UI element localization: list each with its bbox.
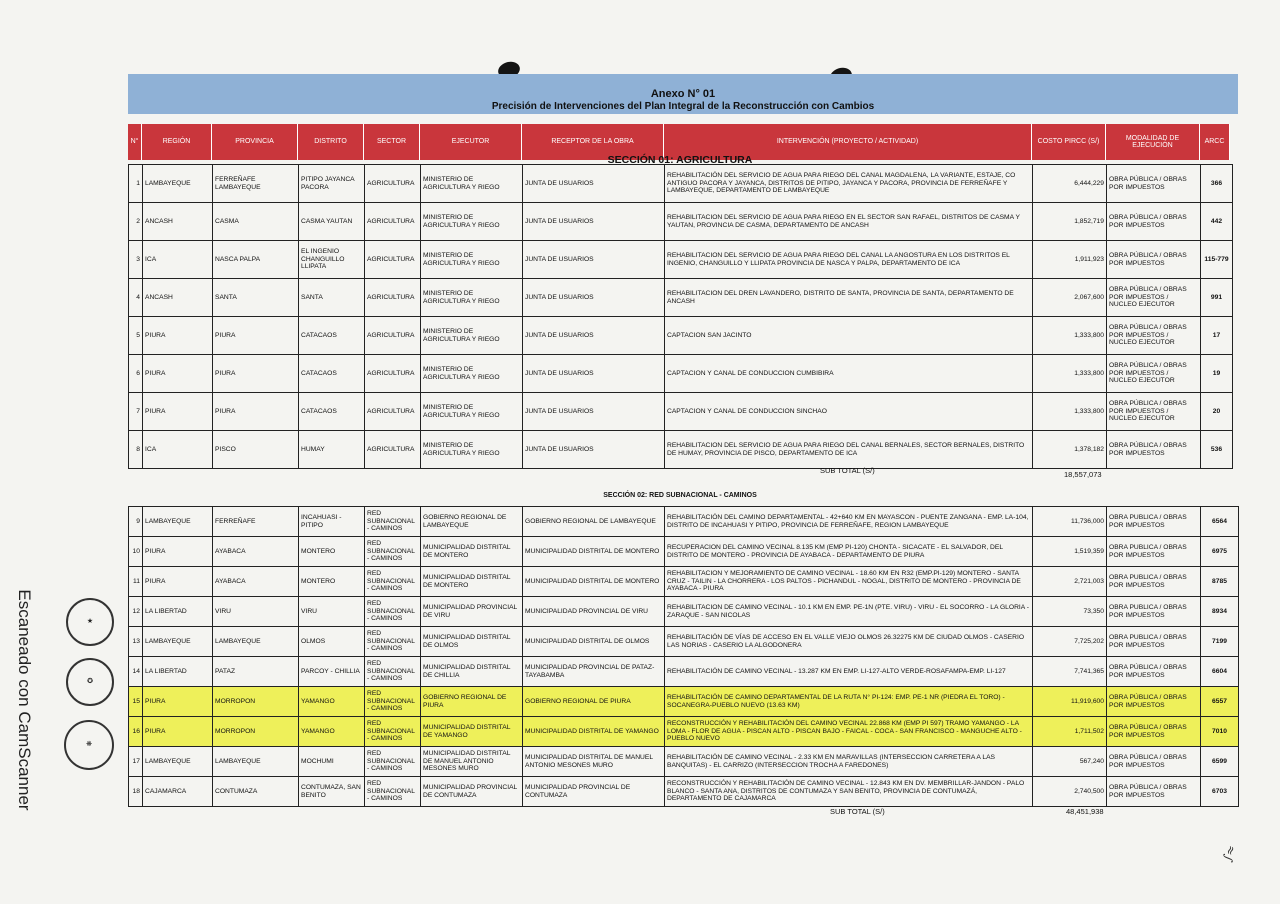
intervencion-cell: REHABILITACION DEL SERVICIO DE AGUA PARA RIEGO DEL CANAL LA ANGOSTURA EN LOS DISTRITOS EL INGENIO, CHANGUILLO Y LLIPATA PROVINCIA DE NASCA Y PALPA, DEPARTAMENTO DE ICA bbox=[665, 241, 1033, 279]
region-cell: LA LIBERTAD bbox=[143, 597, 213, 627]
row-number: 9 bbox=[129, 507, 143, 537]
receptor-cell: MUNICIPALIDAD DISTRITAL DE MONTERO bbox=[523, 537, 665, 567]
intervencion-cell: REHABILITACIÓN DEL SERVICIO DE AGUA PARA RIEGO DEL CANAL MAGDALENA, LA VARIANTE, ESTAJE, CO ANTIGUO PACORA Y JAYANCA, DISTRITOS DE PITIPO, JAYANCA Y PACORA, PROVINCIA DE FERREÑAFE Y LAMBAYEQUE, DEPARTAMENTO DE LAMBAYEQUE bbox=[665, 165, 1033, 203]
arcc-cell: 8934 bbox=[1201, 597, 1239, 627]
arcc-cell: 6564 bbox=[1201, 507, 1239, 537]
provincia-cell: CONTUMAZA bbox=[213, 777, 299, 807]
annex-banner bbox=[128, 74, 1238, 114]
costo-cell: 11,919,600 bbox=[1033, 687, 1107, 717]
col-header: N° bbox=[128, 124, 142, 160]
modalidad-cell: OBRA PÚBLICA / OBRAS POR IMPUESTOS bbox=[1107, 777, 1201, 807]
distrito-cell: PITIPO JAYANCA PACORA bbox=[299, 165, 365, 203]
receptor-cell: JUNTA DE USUARIOS bbox=[523, 279, 665, 317]
provincia-cell: AYABACA bbox=[213, 567, 299, 597]
costo-cell: 1,333,800 bbox=[1033, 393, 1107, 431]
modalidad-cell: OBRA PÚBLICA / OBRAS POR IMPUESTOS bbox=[1107, 165, 1201, 203]
costo-cell: 11,736,000 bbox=[1033, 507, 1107, 537]
provincia-cell: FERREÑAFE LAMBAYEQUE bbox=[213, 165, 299, 203]
sector-cell: AGRICULTURA bbox=[365, 165, 421, 203]
distrito-cell: VIRU bbox=[299, 597, 365, 627]
sector-cell: RED SUBNACIONAL - CAMINOS bbox=[365, 567, 421, 597]
row-number: 2 bbox=[129, 203, 143, 241]
ejecutor-cell: MINISTERIO DE AGRICULTURA Y RIEGO bbox=[421, 241, 523, 279]
modalidad-cell: OBRA PUBLICA / OBRAS POR IMPUESTOS bbox=[1107, 567, 1201, 597]
ejecutor-cell: MUNICIPALIDAD DISTRITAL DE MONTERO bbox=[421, 537, 523, 567]
costo-cell: 1,378,182 bbox=[1033, 431, 1107, 469]
region-cell: LA LIBERTAD bbox=[143, 657, 213, 687]
ejecutor-cell: MUNICIPALIDAD PROVINCIAL DE CONTUMAZA bbox=[421, 777, 523, 807]
costo-cell: 2,721,003 bbox=[1033, 567, 1107, 597]
ejecutor-cell: MINISTERIO DE AGRICULTURA Y RIEGO bbox=[421, 355, 523, 393]
sector-cell: RED SUBNACIONAL - CAMINOS bbox=[365, 687, 421, 717]
distrito-cell: MONTERO bbox=[299, 537, 365, 567]
arcc-cell: 20 bbox=[1201, 393, 1233, 431]
row-number: 4 bbox=[129, 279, 143, 317]
row-number: 10 bbox=[129, 537, 143, 567]
intervencion-cell: REHABILITACION Y MEJORAMIENTO DE CAMINO VECINAL - 18.60 KM EN R32 (EMP.PI-129) MONTERO - SANTA CRUZ - TAILIN - LA CHORRERA - LOS PALTOS - PICHANDUL - NOGAL, DISTRITO DE MONTERO - PROVINCIA DE AYABACA - PIURA bbox=[665, 567, 1033, 597]
table-row bbox=[129, 507, 1239, 537]
modalidad-cell: OBRA PÚBLICA / OBRAS POR IMPUESTOS bbox=[1107, 717, 1201, 747]
region-cell: PIURA bbox=[143, 717, 213, 747]
modalidad-cell: OBRA PUBLICA / OBRAS POR IMPUESTOS bbox=[1107, 507, 1201, 537]
row-number: 8 bbox=[129, 431, 143, 469]
costo-cell: 7,725,202 bbox=[1033, 627, 1107, 657]
section-1-subtotal-value: 18,557,073 bbox=[1064, 470, 1102, 479]
arcc-cell: 17 bbox=[1201, 317, 1233, 355]
intervencion-cell: REHABILITACION DEL DREN LAVANDERO, DISTRITO DE SANTA, PROVINCIA DE SANTA, DEPARTAMENTO DE ANCASH bbox=[665, 279, 1033, 317]
region-cell: LAMBAYEQUE bbox=[143, 627, 213, 657]
annex-title: Anexo N° 01 bbox=[650, 88, 716, 100]
ejecutor-cell: MINISTERIO DE AGRICULTURA Y RIEGO bbox=[421, 203, 523, 241]
distrito-cell: OLMOS bbox=[299, 627, 365, 657]
table-row bbox=[129, 627, 1239, 657]
table-row bbox=[129, 747, 1239, 777]
ejecutor-cell: MINISTERIO DE AGRICULTURA Y RIEGO bbox=[421, 393, 523, 431]
provincia-cell: MORROPON bbox=[213, 687, 299, 717]
intervencion-cell: CAPTACION Y CANAL DE CONDUCCION CUMBIBIRA bbox=[665, 355, 1033, 393]
arcc-cell: 366 bbox=[1201, 165, 1233, 203]
official-seal: ★ bbox=[66, 598, 114, 646]
section-2-table bbox=[128, 506, 1239, 807]
arcc-cell: 991 bbox=[1201, 279, 1233, 317]
ejecutor-cell: MINISTERIO DE AGRICULTURA Y RIEGO bbox=[421, 279, 523, 317]
provincia-cell: VIRU bbox=[213, 597, 299, 627]
receptor-cell: GOBIERNO REGIONAL DE PIURA bbox=[523, 687, 665, 717]
receptor-cell: MUNICIPALIDAD PROVINCIAL DE CONTUMAZA bbox=[523, 777, 665, 807]
receptor-cell: MUNICIPALIDAD PROVINCIAL DE PATAZ-TAYABAMBA bbox=[523, 657, 665, 687]
receptor-cell: MUNICIPALIDAD DISTRITAL DE MANUEL ANTONIO MESONES MURO bbox=[523, 747, 665, 777]
arcc-cell: 442 bbox=[1201, 203, 1233, 241]
col-header: PROVINCIA bbox=[212, 124, 298, 160]
receptor-cell: MUNICIPALIDAD DISTRITAL DE YAMANGO bbox=[523, 717, 665, 747]
arcc-cell: 7199 bbox=[1201, 627, 1239, 657]
receptor-cell: JUNTA DE USUARIOS bbox=[523, 165, 665, 203]
arcc-cell: 115-779 bbox=[1201, 241, 1233, 279]
intervencion-cell: RECUPERACION DEL CAMINO VECINAL 8.135 KM (EMP PI-120) CHONTA - SICACATE - EL SALVADOR, DEL DISTRITO DE MONTERO - PROVINCIA DE AYABACA - DEPARTAMENTO DE PIURA bbox=[665, 537, 1033, 567]
sector-cell: RED SUBNACIONAL - CAMINOS bbox=[365, 597, 421, 627]
intervencion-cell: REHABILITACION DE CAMINO VECINAL - 10.1 KM EN EMP. PE-1N (PTE. VIRU) - VIRU - EL SOCORRO - LA GLORIA - ZARAQUE - SAN NICOLAS bbox=[665, 597, 1033, 627]
ejecutor-cell: MUNICIPALIDAD DISTRITAL DE MONTERO bbox=[421, 567, 523, 597]
distrito-cell: HUMAY bbox=[299, 431, 365, 469]
distrito-cell: MOCHUMI bbox=[299, 747, 365, 777]
ejecutor-cell: MUNICIPALIDAD DISTRITAL DE CHILLIA bbox=[421, 657, 523, 687]
distrito-cell: EL INGENIO CHANGUILLO LLIPATA bbox=[299, 241, 365, 279]
intervencion-cell: CAPTACION SAN JACINTO bbox=[665, 317, 1033, 355]
receptor-cell: JUNTA DE USUARIOS bbox=[523, 431, 665, 469]
handwritten-mark: ∫≈ bbox=[1219, 843, 1239, 864]
table-row bbox=[129, 165, 1233, 203]
col-header: INTERVENCIÓN (PROYECTO / ACTIVIDAD) bbox=[664, 124, 1032, 160]
receptor-cell: MUNICIPALIDAD DISTRITAL DE MONTERO bbox=[523, 567, 665, 597]
arcc-cell: 8785 bbox=[1201, 567, 1239, 597]
provincia-cell: AYABACA bbox=[213, 537, 299, 567]
ejecutor-cell: MUNICIPALIDAD DISTRITAL DE OLMOS bbox=[421, 627, 523, 657]
sector-cell: RED SUBNACIONAL - CAMINOS bbox=[365, 657, 421, 687]
row-number: 7 bbox=[129, 393, 143, 431]
distrito-cell: MONTERO bbox=[299, 567, 365, 597]
modalidad-cell: OBRA PÚBLICA / OBRAS POR IMPUESTOS bbox=[1107, 241, 1201, 279]
ejecutor-cell: MUNICIPALIDAD DISTRITAL DE YAMANGO bbox=[421, 717, 523, 747]
col-header: MODALIDAD DE EJECUCIÓN bbox=[1106, 124, 1200, 160]
distrito-cell: CATACAOS bbox=[299, 317, 365, 355]
modalidad-cell: OBRA PUBLICA / OBRAS POR IMPUESTOS bbox=[1107, 537, 1201, 567]
section-2-subtotal-value: 48,451,938 bbox=[1066, 807, 1104, 816]
table-row bbox=[129, 241, 1233, 279]
section-2-subtotal-label: SUB TOTAL (S/) bbox=[830, 807, 885, 816]
distrito-cell: INCAHUASI - PITIPO bbox=[299, 507, 365, 537]
intervencion-cell: REHABILITACION DEL SERVICIO DE AGUA PARA RIEGO EN EL SECTOR SAN RAFAEL, DISTRITOS DE CASMA Y YAUTAN, PROVINCIA DE CASMA, DEPARTAMENTO DE ANCASH bbox=[665, 203, 1033, 241]
modalidad-cell: OBRA PÚBLICA / OBRAS POR IMPUESTOS bbox=[1107, 657, 1201, 687]
provincia-cell: LAMBAYEQUE bbox=[213, 627, 299, 657]
region-cell: PIURA bbox=[143, 355, 213, 393]
section-1-table bbox=[128, 164, 1233, 469]
receptor-cell: JUNTA DE USUARIOS bbox=[523, 393, 665, 431]
section-1-subtotal-label: SUB TOTAL (S/) bbox=[820, 466, 875, 475]
ejecutor-cell: GOBIERNO REGIONAL DE PIURA bbox=[421, 687, 523, 717]
table-row bbox=[129, 657, 1239, 687]
region-cell: LAMBAYEQUE bbox=[143, 165, 213, 203]
camscanner-watermark: Escaneado con CamScanner bbox=[15, 589, 34, 811]
modalidad-cell: OBRA PÚBLICA / OBRAS POR IMPUESTOS bbox=[1107, 431, 1201, 469]
distrito-cell: PARCOY - CHILLIA bbox=[299, 657, 365, 687]
row-number: 11 bbox=[129, 567, 143, 597]
row-number: 18 bbox=[129, 777, 143, 807]
col-header: SECTOR bbox=[364, 124, 420, 160]
table-row bbox=[129, 279, 1233, 317]
table-row bbox=[129, 317, 1233, 355]
receptor-cell: JUNTA DE USUARIOS bbox=[523, 317, 665, 355]
table-row bbox=[129, 597, 1239, 627]
col-header: REGIÓN bbox=[142, 124, 212, 160]
distrito-cell: YAMANGO bbox=[299, 687, 365, 717]
row-number: 15 bbox=[129, 687, 143, 717]
costo-cell: 1,333,800 bbox=[1033, 317, 1107, 355]
distrito-cell: CONTUMAZA, SAN BENITO bbox=[299, 777, 365, 807]
sector-cell: AGRICULTURA bbox=[365, 431, 421, 469]
costo-cell: 1,852,719 bbox=[1033, 203, 1107, 241]
arcc-cell: 6703 bbox=[1201, 777, 1239, 807]
costo-cell: 1,333,800 bbox=[1033, 355, 1107, 393]
row-number: 1 bbox=[129, 165, 143, 203]
receptor-cell: MUNICIPALIDAD DISTRITAL DE OLMOS bbox=[523, 627, 665, 657]
receptor-cell: JUNTA DE USUARIOS bbox=[523, 203, 665, 241]
region-cell: LAMBAYEQUE bbox=[143, 507, 213, 537]
intervencion-cell: REHABILITACIÓN DE CAMINO VECINAL - 2.33 KM EN MARAVILLAS (INTERSECCION CARRETERA A LAS BANQUITAS) - EL CARRIZO (INTERSECCION TROCHA A FAREDONES) bbox=[665, 747, 1033, 777]
annex-subtitle: Precisión de Intervenciones del Plan Integral de la Reconstrucción con Cambios bbox=[491, 101, 875, 112]
provincia-cell: FERREÑAFE bbox=[213, 507, 299, 537]
sector-cell: AGRICULTURA bbox=[365, 203, 421, 241]
sector-cell: AGRICULTURA bbox=[365, 355, 421, 393]
costo-cell: 1,911,923 bbox=[1033, 241, 1107, 279]
intervencion-cell: RECONSTRUCCIÓN Y REHABILITACIÓN DEL CAMINO VECINAL 22.868 KM (EMP PI 597) TRAMO YAMANGO - LA LOMA - FLOR DE AGUA - PISCAN ALTO - PISCAN BAJO - FAICAL - COCA - SAN FRANCISCO - MANGUCHE ALTO - PUEBLO NUEVO bbox=[665, 717, 1033, 747]
provincia-cell: PIURA bbox=[213, 317, 299, 355]
modalidad-cell: OBRA PÚBLICA / OBRAS POR IMPUESTOS / NUCLEO EJECUTOR bbox=[1107, 317, 1201, 355]
sector-cell: AGRICULTURA bbox=[365, 317, 421, 355]
region-cell: LAMBAYEQUE bbox=[143, 747, 213, 777]
costo-cell: 6,444,229 bbox=[1033, 165, 1107, 203]
ejecutor-cell: MUNICIPALIDAD PROVINCIAL DE VIRU bbox=[421, 597, 523, 627]
distrito-cell: SANTA bbox=[299, 279, 365, 317]
sector-cell: AGRICULTURA bbox=[365, 241, 421, 279]
sector-cell: RED SUBNACIONAL - CAMINOS bbox=[365, 747, 421, 777]
arcc-cell: 6557 bbox=[1201, 687, 1239, 717]
table-row bbox=[129, 717, 1239, 747]
provincia-cell: NASCA PALPA bbox=[213, 241, 299, 279]
modalidad-cell: OBRA PÚBLICA / OBRAS POR IMPUESTOS / NUCLEO EJECUTOR bbox=[1107, 393, 1201, 431]
intervencion-cell: REHABILITACIÓN DE CAMINO VECINAL - 13.287 KM EN EMP. LI-127-ALTO VERDE-ROSAFAMPA-EMP. LI-127 bbox=[665, 657, 1033, 687]
table-row bbox=[129, 203, 1233, 241]
col-header: ARCC bbox=[1200, 124, 1230, 160]
table-row bbox=[129, 687, 1239, 717]
receptor-cell: JUNTA DE USUARIOS bbox=[523, 241, 665, 279]
costo-cell: 73,350 bbox=[1033, 597, 1107, 627]
row-number: 14 bbox=[129, 657, 143, 687]
arcc-cell: 7010 bbox=[1201, 717, 1239, 747]
provincia-cell: LAMBAYEQUE bbox=[213, 747, 299, 777]
region-cell: ANCASH bbox=[143, 279, 213, 317]
region-cell: PIURA bbox=[143, 567, 213, 597]
sector-cell: RED SUBNACIONAL - CAMINOS bbox=[365, 627, 421, 657]
provincia-cell: PISCO bbox=[213, 431, 299, 469]
table-row bbox=[129, 393, 1233, 431]
region-cell: CAJAMARCA bbox=[143, 777, 213, 807]
distrito-cell: CATACAOS bbox=[299, 393, 365, 431]
col-header: DISTRITO bbox=[298, 124, 364, 160]
modalidad-cell: OBRA PÚBLICA / OBRAS POR IMPUESTOS / NUCLEO EJECUTOR bbox=[1107, 279, 1201, 317]
region-cell: ANCASH bbox=[143, 203, 213, 241]
modalidad-cell: OBRA PÚBLICA / OBRAS POR IMPUESTOS bbox=[1107, 203, 1201, 241]
ejecutor-cell: GOBIERNO REGIONAL DE LAMBAYEQUE bbox=[421, 507, 523, 537]
arcc-cell: 536 bbox=[1201, 431, 1233, 469]
modalidad-cell: OBRA PUBLICA / OBRAS POR IMPUESTOS bbox=[1107, 597, 1201, 627]
arcc-cell: 6599 bbox=[1201, 747, 1239, 777]
table-row bbox=[129, 431, 1233, 469]
official-seal: ✪ bbox=[66, 658, 114, 706]
table-row bbox=[129, 567, 1239, 597]
receptor-cell: GOBIERNO REGIONAL DE LAMBAYEQUE bbox=[523, 507, 665, 537]
region-cell: PIURA bbox=[143, 537, 213, 567]
sector-cell: AGRICULTURA bbox=[365, 279, 421, 317]
col-header: COSTO PIRCC (S/) bbox=[1032, 124, 1106, 160]
provincia-cell: PATAZ bbox=[213, 657, 299, 687]
intervencion-cell: REHABILITACIÓN DE VÍAS DE ACCESO EN EL VALLE VIEJO OLMOS 26.32275 KM DE CIUDAD OLMOS - CASERIO LAS NORIAS - CASERIO LA ALGODONERA bbox=[665, 627, 1033, 657]
intervencion-cell: RECONSTRUCCIÓN Y REHABILITACIÓN DE CAMINO VECINAL - 12.843 KM EN DV. MEMBRILLAR-JANDON - PALO BLANCO - SANTA ANA, DISTRITOS DE CONTUMAZA Y SAN BENITO, PROVINCIA DE CONTUMAZÁ, DEPARTAMENTO DE CAJAMARCA bbox=[665, 777, 1033, 807]
table-row bbox=[129, 537, 1239, 567]
col-header: RECEPTOR DE LA OBRA bbox=[522, 124, 664, 160]
row-number: 6 bbox=[129, 355, 143, 393]
provincia-cell: PIURA bbox=[213, 393, 299, 431]
ejecutor-cell: MINISTERIO DE AGRICULTURA Y RIEGO bbox=[421, 165, 523, 203]
region-cell: PIURA bbox=[143, 687, 213, 717]
distrito-cell: CASMA YAUTAN bbox=[299, 203, 365, 241]
col-header: EJECUTOR bbox=[420, 124, 522, 160]
arcc-cell: 6975 bbox=[1201, 537, 1239, 567]
intervencion-cell: REHABILITACION DEL SERVICIO DE AGUA PARA RIEGO DEL CANAL BERNALES, SECTOR BERNALES, DISTRITO DE HUMAY, PROVINCIA DE PISCO, DEPARTAMENTO DE ICA bbox=[665, 431, 1033, 469]
modalidad-cell: OBRA PÚBLICA / OBRAS POR IMPUESTOS / NUCLEO EJECUTOR bbox=[1107, 355, 1201, 393]
section-2-title: SECCIÓN 02: RED SUBNACIONAL - CAMINOS bbox=[603, 492, 757, 499]
provincia-cell: PIURA bbox=[213, 355, 299, 393]
row-number: 16 bbox=[129, 717, 143, 747]
section-1-title: SECCIÓN 01: AGRICULTURA bbox=[607, 154, 753, 166]
distrito-cell: YAMANGO bbox=[299, 717, 365, 747]
provincia-cell: SANTA bbox=[213, 279, 299, 317]
provincia-cell: MORROPON bbox=[213, 717, 299, 747]
official-seal: ❋ bbox=[64, 720, 114, 770]
costo-cell: 1,519,359 bbox=[1033, 537, 1107, 567]
region-cell: PIURA bbox=[143, 393, 213, 431]
costo-cell: 1,711,502 bbox=[1033, 717, 1107, 747]
costo-cell: 2,067,600 bbox=[1033, 279, 1107, 317]
table-row bbox=[129, 777, 1239, 807]
region-cell: ICA bbox=[143, 241, 213, 279]
modalidad-cell: OBRA PUBLICA / OBRAS POR IMPUESTOS bbox=[1107, 627, 1201, 657]
costo-cell: 7,741,365 bbox=[1033, 657, 1107, 687]
region-cell: ICA bbox=[143, 431, 213, 469]
distrito-cell: CATACAOS bbox=[299, 355, 365, 393]
sector-cell: RED SUBNACIONAL - CAMINOS bbox=[365, 717, 421, 747]
intervencion-cell: REHABILITACIÓN DE CAMINO DEPARTAMENTAL DE LA RUTA N° PI-124: EMP. PE-1 NR (PIEDRA EL TORO) - SOCANEGRA-PUEBLO NUEVO (13.63 KM) bbox=[665, 687, 1033, 717]
region-cell: PIURA bbox=[143, 317, 213, 355]
intervencion-cell: REHABILITACIÓN DEL CAMINO DEPARTAMENTAL - 42+640 KM EN MAYASCON - PUENTE ZANGANA - EMP. LA-104, DISTRITO DE INCAHUASI Y PITIPO, PROVINCIA DE FERREÑAFE, REGION LAMBAYEQUE bbox=[665, 507, 1033, 537]
arcc-cell: 19 bbox=[1201, 355, 1233, 393]
costo-cell: 2,740,500 bbox=[1033, 777, 1107, 807]
sector-cell: AGRICULTURA bbox=[365, 393, 421, 431]
sector-cell: RED SUBNACIONAL - CAMINOS bbox=[365, 507, 421, 537]
arcc-cell: 6604 bbox=[1201, 657, 1239, 687]
table-row bbox=[129, 355, 1233, 393]
ejecutor-cell: MINISTERIO DE AGRICULTURA Y RIEGO bbox=[421, 317, 523, 355]
receptor-cell: MUNICIPALIDAD PROVINCIAL DE VIRU bbox=[523, 597, 665, 627]
row-number: 17 bbox=[129, 747, 143, 777]
row-number: 3 bbox=[129, 241, 143, 279]
ejecutor-cell: MINISTERIO DE AGRICULTURA Y RIEGO bbox=[421, 431, 523, 469]
row-number: 12 bbox=[129, 597, 143, 627]
modalidad-cell: OBRA PÚBLICA / OBRAS POR IMPUESTOS bbox=[1107, 747, 1201, 777]
row-number: 5 bbox=[129, 317, 143, 355]
row-number: 13 bbox=[129, 627, 143, 657]
sector-cell: RED SUBNACIONAL - CAMINOS bbox=[365, 537, 421, 567]
provincia-cell: CASMA bbox=[213, 203, 299, 241]
sector-cell: RED SUBNACIONAL - CAMINOS bbox=[365, 777, 421, 807]
costo-cell: 567,240 bbox=[1033, 747, 1107, 777]
intervencion-cell: CAPTACION Y CANAL DE CONDUCCION SINCHAO bbox=[665, 393, 1033, 431]
ejecutor-cell: MUNICIPALIDAD DISTRITAL DE MANUEL ANTONIO MESONES MURO bbox=[421, 747, 523, 777]
receptor-cell: JUNTA DE USUARIOS bbox=[523, 355, 665, 393]
modalidad-cell: OBRA PÚBLICA / OBRAS POR IMPUESTOS bbox=[1107, 687, 1201, 717]
